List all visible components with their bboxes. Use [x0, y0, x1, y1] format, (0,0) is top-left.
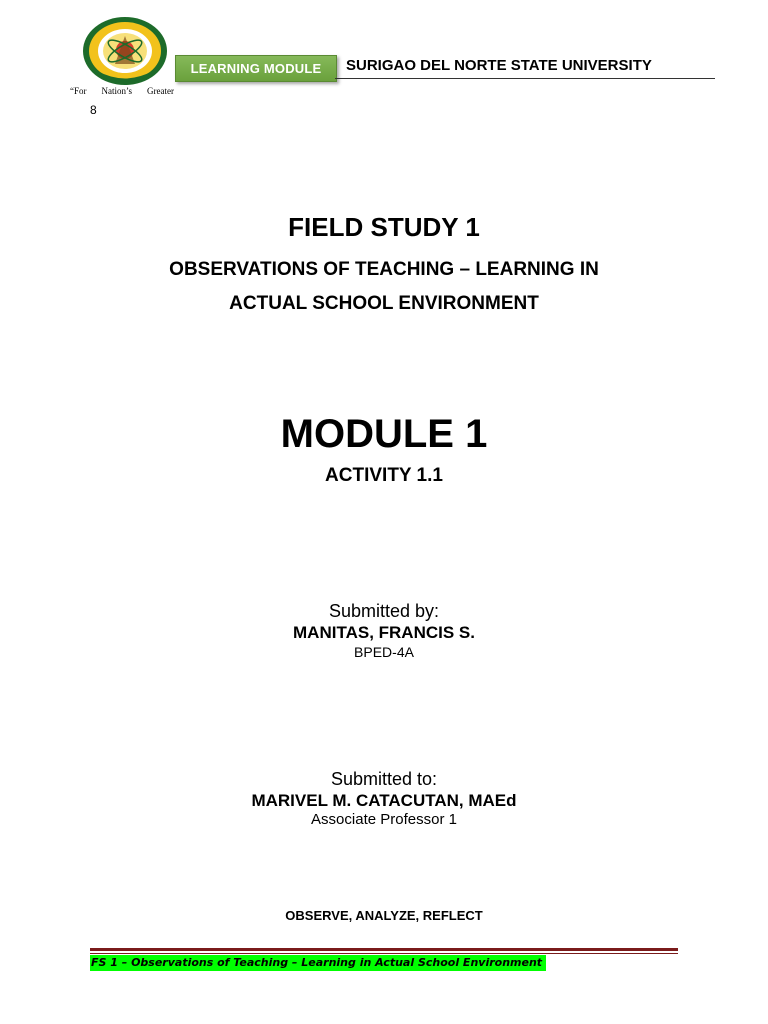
- learning-module-badge: LEARNING MODULE: [175, 55, 337, 82]
- footer-divider: [90, 953, 678, 954]
- university-name: SURIGAO DEL NORTE STATE UNIVERSITY: [346, 57, 652, 74]
- university-logo: [82, 16, 168, 86]
- module-heading: MODULE 1: [280, 412, 488, 456]
- instructor-name: MARIVEL M. CATACUTAN, MAEd: [251, 791, 517, 810]
- motto-continuation: 8: [90, 103, 97, 117]
- subtitle-line: ACTUAL SCHOOL ENVIRONMENT: [229, 293, 539, 314]
- motto-word: Greater: [147, 86, 174, 96]
- student-name: MANITAS, FRANCIS S.: [293, 623, 475, 642]
- activity-heading: ACTIVITY 1.1: [325, 465, 443, 486]
- motto-word: “For: [70, 86, 87, 96]
- instructor-position: Associate Professor 1: [311, 811, 457, 828]
- footer-text: FS 1 – Observations of Teaching – Learning in Actual School Environment: [90, 955, 546, 971]
- student-section: BPED-4A: [354, 644, 414, 660]
- subtitle-line: OBSERVATIONS OF TEACHING – LEARNING IN: [169, 259, 599, 280]
- document-title: FIELD STUDY 1: [288, 212, 480, 242]
- motto-word: Nation’s: [101, 86, 132, 96]
- header-divider: [335, 78, 715, 79]
- submitted-to-label: Submitted to:: [330, 769, 438, 789]
- university-motto: [70, 86, 174, 96]
- submitted-by-label: Submitted by:: [328, 601, 440, 621]
- footer-divider: [90, 948, 678, 951]
- logo-seal-graphic: [82, 16, 168, 86]
- tagline: OBSERVE, ANALYZE, REFLECT: [285, 908, 483, 923]
